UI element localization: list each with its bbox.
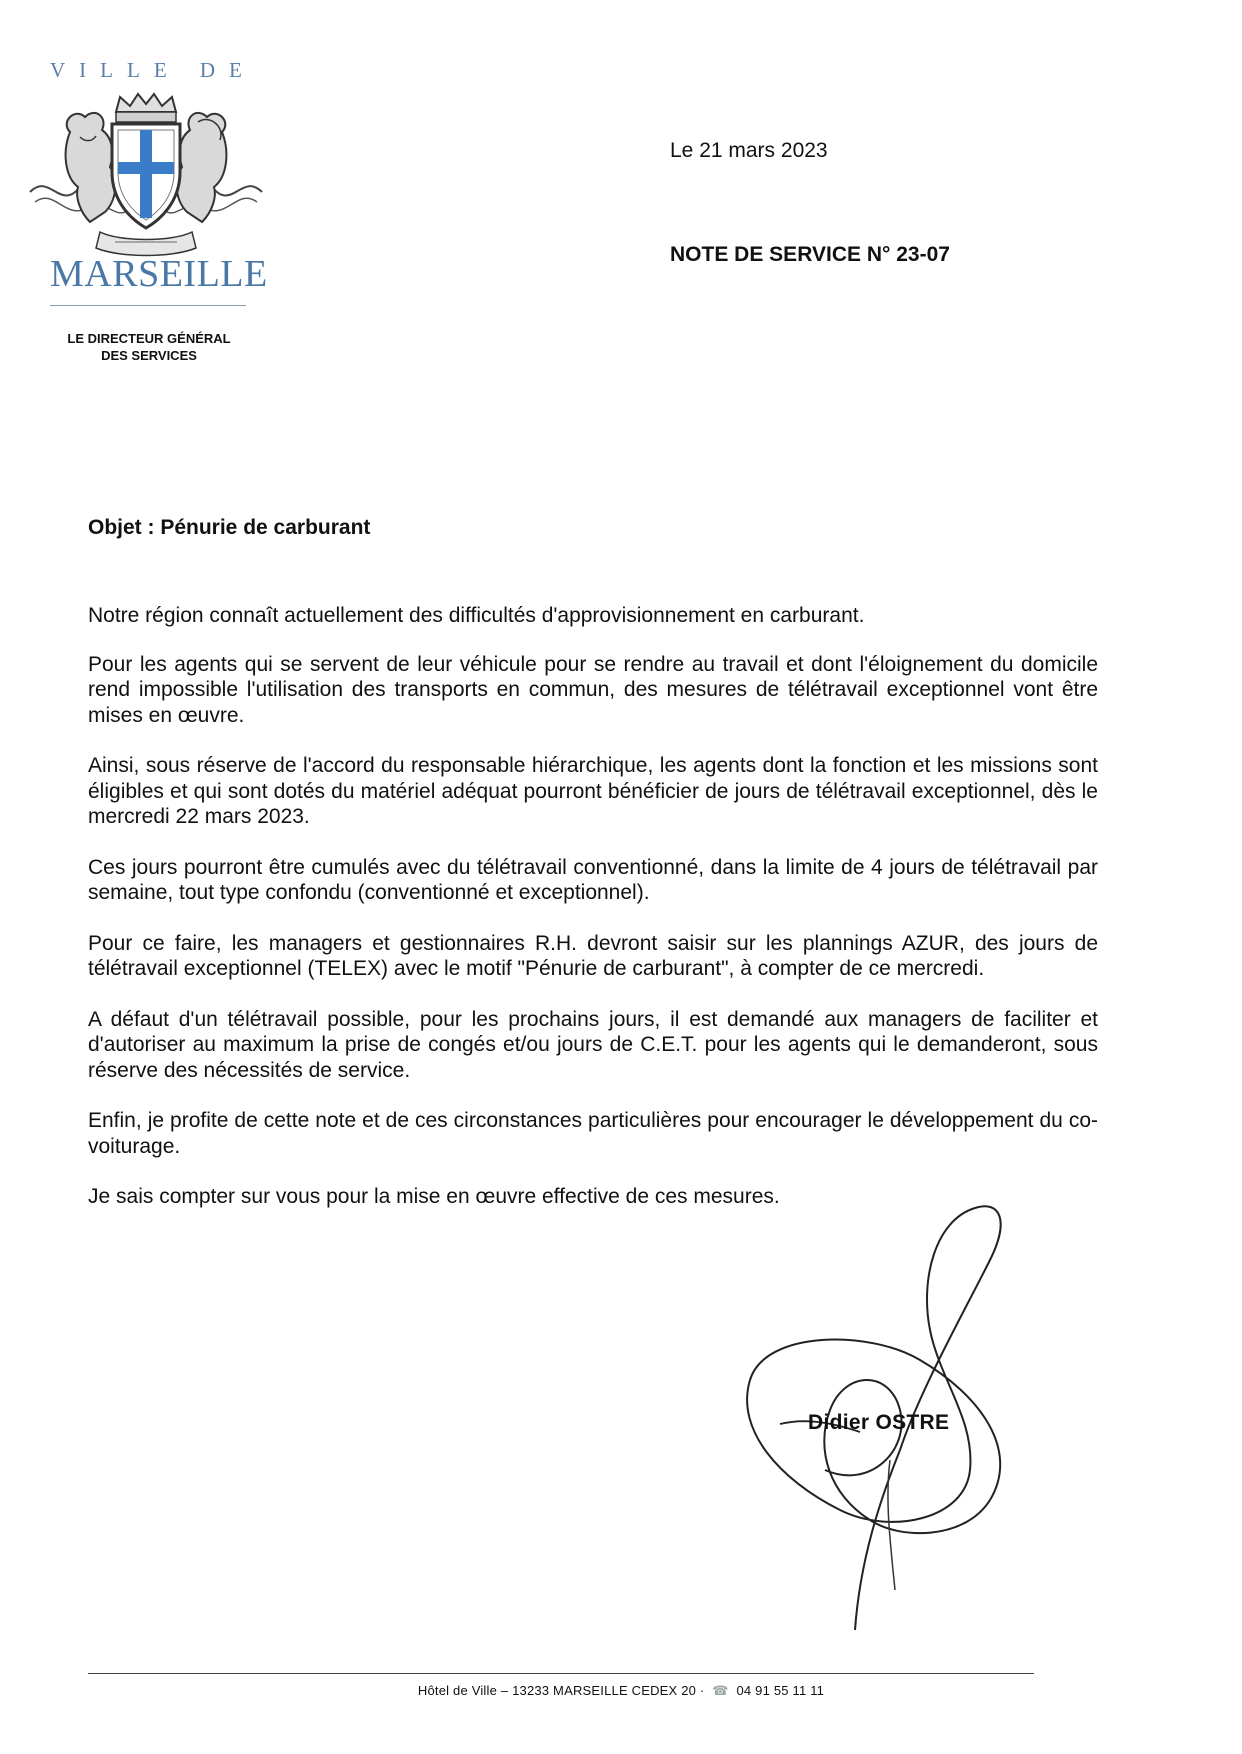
body-paragraph: Pour les agents qui se servent de leur véhicule pour se rendre au travail et dont l'éloignement du domicile rend impossible l'utilisation des transports en commun, des mesures de télétravail exceptionnel vont être mises en œuvre.: [88, 652, 1098, 727]
body-paragraph: Ces jours pourront être cumulés avec du télétravail conventionné, dans la limite de 4 jours de télétravail par semaine, tout type confondu (conventionné et exceptionnel).: [88, 855, 1098, 904]
logo-divider: [50, 305, 246, 306]
marseille-coat-of-arms-icon: [20, 92, 272, 262]
footer-address-text: Hôtel de Ville – 13233 MARSEILLE CEDEX 20 ·: [417, 1683, 705, 1698]
director-line-1: LE DIRECTEUR GÉNÉRAL: [67, 331, 231, 346]
subject-line: Objet : Pénurie de carburant: [88, 516, 371, 539]
body-paragraph: Ainsi, sous réserve de l'accord du responsable hiérarchique, les agents dont la fonction et les missions sont éligibles et qui sont dotés du matériel adéquat pourront bénéficier de jours de télétravail exceptionnel, dès le mercredi 22 mars 2023.: [88, 754, 1098, 828]
phone-icon: ☎: [712, 1683, 729, 1698]
city-name: MARSEILLE: [50, 253, 268, 295]
letter-date: Le 21 mars 2023: [670, 139, 828, 162]
letter-body: [88, 603, 1098, 1235]
director-title: [52, 330, 246, 364]
footer-phone: 04 91 55 11 11: [736, 1683, 825, 1698]
director-line-2: DES SERVICES: [101, 348, 197, 363]
footer-divider: [88, 1673, 1034, 1674]
note-number: NOTE DE SERVICE N° 23-07: [670, 243, 950, 266]
body-paragraph: Pour ce faire, les managers et gestionnaires R.H. devront saisir sur les plannings AZUR, des jours de télétravail exceptionnel (TELEX) avec le motif "Pénurie de carburant", à compter de ce mercredi.: [88, 931, 1098, 980]
body-paragraph: A défaut d'un télétravail possible, pour les prochains jours, il est demandé aux managers de faciliter et d'autoriser au maximum la prise de congés et/ou jours de C.E.T. pour les agents qui le demanderont, sous réserve des nécessités de service.: [88, 1007, 1098, 1082]
signer-name: Didier OSTRE: [808, 1411, 950, 1434]
footer-address: [0, 1683, 1242, 1699]
body-paragraph: Je sais compter sur vous pour la mise en œuvre effective de ces mesures.: [88, 1185, 780, 1208]
body-paragraph: Notre région connaît actuellement des difficultés d'approvisionnement en carburant.: [88, 604, 865, 627]
body-paragraph: Enfin, je profite de cette note et de ces circonstances particulières pour encourager le développement du co-voiturage.: [88, 1109, 1098, 1158]
ville-de-label: VILLE DE: [50, 58, 256, 82]
